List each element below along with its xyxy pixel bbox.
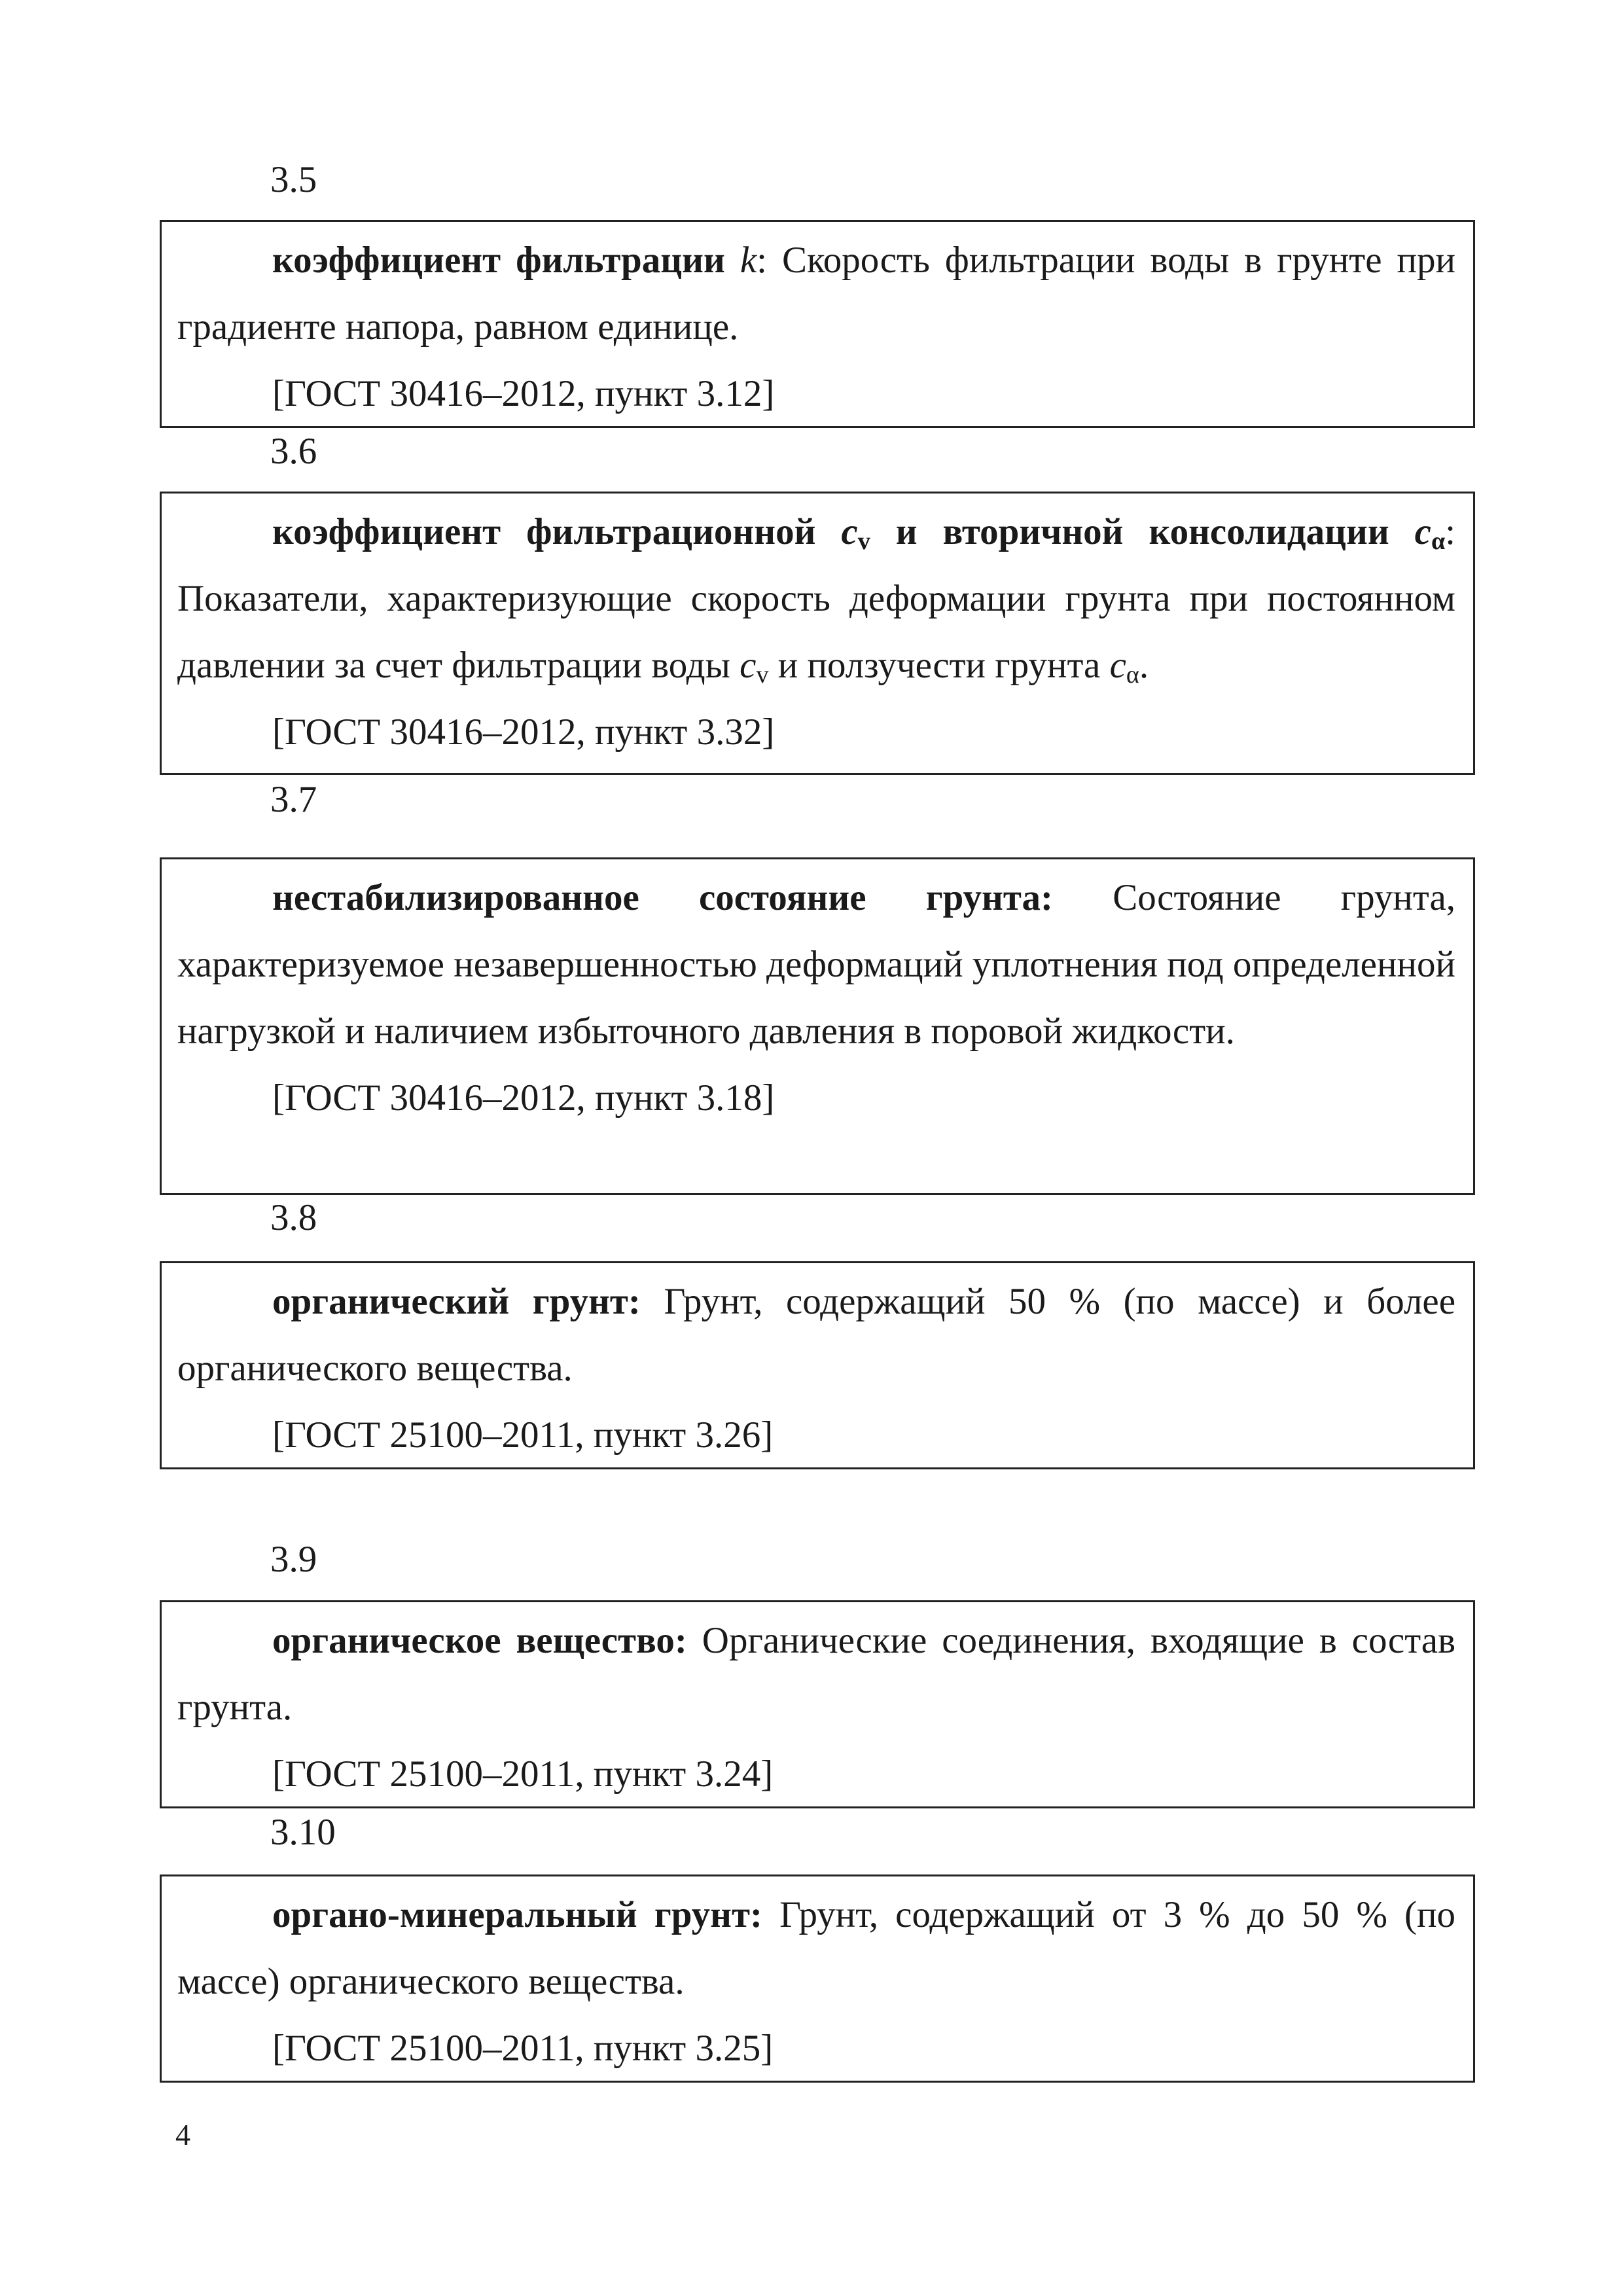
term-definition: коэффициент фильтрационной $c_v$ и вторичной консолидации $c_\alpha$: Показатели, характеризующие скорость деформации грунта при постоянном давлении за счет фильтрации воды $c_v$ и ползучести грунта $c_\alpha$. — [177, 511, 1456, 689]
term-name: органический грунт: — [272, 1281, 641, 1322]
clause-number: 3.7 — [270, 779, 317, 820]
definition-text: Органические соединения, входящие в состав грунта. — [177, 1620, 1456, 1728]
clause-number: 3.9 — [270, 1539, 317, 1580]
term-name: коэффициент фильтрации — [272, 240, 725, 281]
term-source: [ГОСТ 30416–2012, пункт 3.12] — [272, 373, 775, 414]
term-box — [160, 220, 1475, 428]
definition-text: Грунт, содержащий 50 % (по массе) и более органического вещества. — [177, 1281, 1455, 1389]
page-number: 4 — [175, 2118, 190, 2151]
term-box — [160, 1600, 1475, 1808]
term-box — [160, 1874, 1475, 2083]
term-definition: коэффициент фильтрации k: Скорость фильтрации воды в грунте при градиенте напора, равном единице. — [177, 240, 1456, 348]
clause-number: 3.5 — [270, 159, 317, 200]
term-name: нестабилизированное состояние грунта: — [272, 877, 1054, 918]
term-definition — [177, 859, 1455, 1065]
term-definition — [177, 1876, 1455, 2015]
definition-text: Грунт, содержащий от 3 % до 50 % (по массе) органического вещества. — [177, 1894, 1456, 2002]
definition-text: Состояние грунта, характеризуемое незавершенностью деформаций уплотнения под определенной нагрузкой и наличием избыточного давления в поровой жидкости. — [177, 877, 1455, 1052]
term-name: коэффициент фильтрационной — [272, 511, 816, 552]
definition-text: Показатели, характеризующие скорость деформации грунта при постоянном давлении за счет фильтрации воды — [177, 578, 1455, 686]
clause-number: 3.6 — [270, 431, 317, 472]
term-source: [ГОСТ 30416–2012, пункт 3.32] — [272, 711, 775, 753]
term-definition — [177, 1602, 1455, 1741]
term-source: [ГОСТ 25100–2011, пункт 3.25] — [272, 2028, 774, 2069]
term-box — [160, 1261, 1475, 1469]
term-source: [ГОСТ 25100–2011, пункт 3.24] — [272, 1753, 774, 1795]
term-name: органическое вещество: — [272, 1620, 687, 1661]
term-box — [160, 857, 1475, 1195]
clause-number: 3.8 — [270, 1197, 317, 1238]
term-box — [160, 492, 1475, 775]
term-symbol: k — [740, 240, 757, 281]
clause-number: 3.10 — [270, 1812, 336, 1853]
term-definition — [177, 1263, 1455, 1402]
term-source: [ГОСТ 25100–2011, пункт 3.26] — [272, 1414, 774, 1456]
term-source: [ГОСТ 30416–2012, пункт 3.18] — [272, 1077, 775, 1119]
definition-text: Скорость фильтрации воды в грунте при градиенте напора, равном единице. — [177, 240, 1456, 348]
term-name: органо-минеральный грунт: — [272, 1894, 762, 1935]
